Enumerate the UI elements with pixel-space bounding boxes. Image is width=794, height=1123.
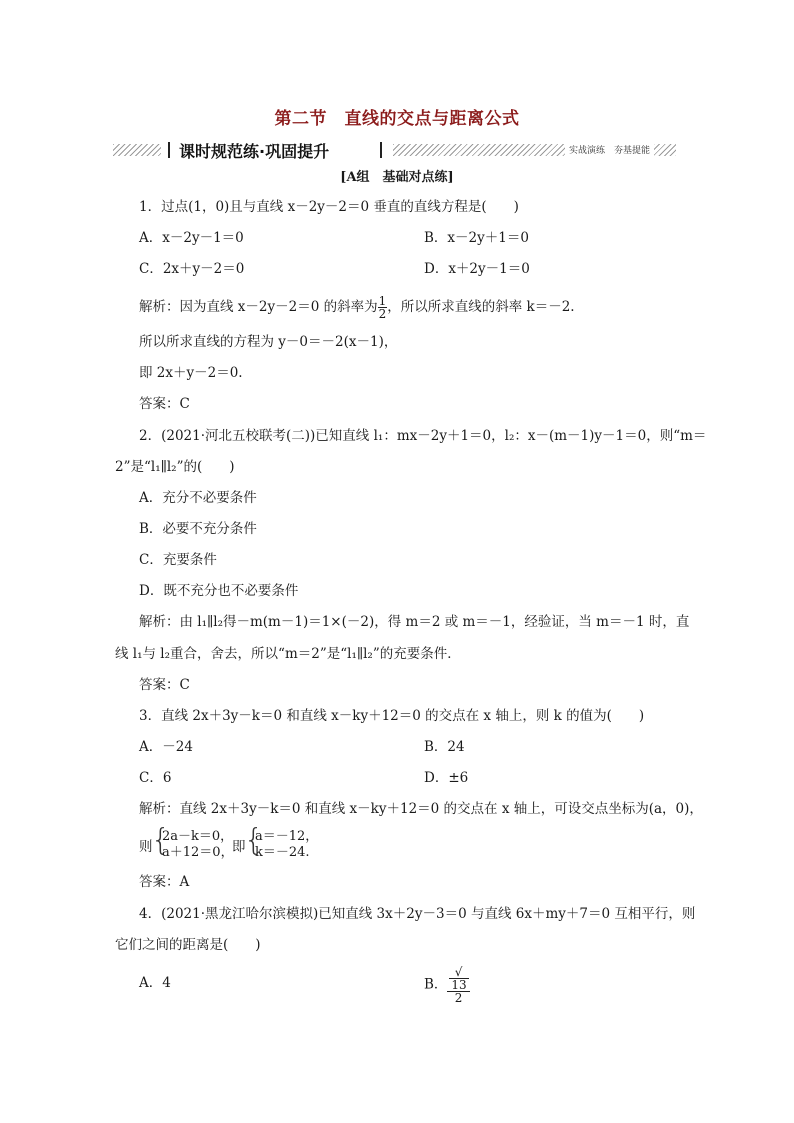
question-2-option-c: C．充要条件: [139, 552, 217, 568]
question-1-solution-line: 即 2x＋y－2＝0.: [139, 365, 243, 381]
question-1-answer: 答案：C: [139, 396, 190, 412]
question-4-option-a: A．4: [139, 975, 171, 991]
question-1-solution-line: 所以所求直线的方程为 y－0＝－2(x－1)，: [139, 334, 398, 350]
option-label: B．: [424, 976, 448, 993]
question-1-option-a: A．x－2y－1＝0: [139, 230, 244, 246]
question-2-stem-cont: 2”是“l₁∥l₂”的( ): [115, 459, 235, 475]
question-2-solution-line: 线 l₁与 l₂重合，舍去，所以“m＝2”是“l₁∥l₂”的充要条件．: [115, 646, 461, 662]
question-1-option-c: C．2x＋y－2＝0: [139, 261, 245, 277]
question-2-solution-line: 解析：由 l₁∥l₂得－m(m－1)＝1×(－2)，得 m＝2 或 m＝－1，经验证，当 m＝－1 时，直: [139, 614, 690, 630]
section-banner: [113, 139, 676, 161]
question-3-option-d: D．±6: [424, 770, 469, 786]
question-3-option-c: C．6: [139, 770, 172, 786]
question-1-stem: 1．过点(1，0)且与直线 x－2y－2＝0 垂直的直线方程是( ): [139, 199, 519, 215]
question-2-stem: 2．(2021·河北五校联考(二))已知直线 l₁：mx－2y＋1＝0，l₂：x－(m－1)y－1＝0，则“m＝: [139, 428, 707, 444]
banner-hatch-left: [113, 144, 161, 156]
fraction-numerator: 1: [378, 294, 387, 308]
question-3-option-a: A．－24: [139, 739, 193, 755]
solution-text: 则: [139, 839, 153, 855]
banner-tag: 实战演练 夯基提能: [565, 143, 654, 156]
left-brace: {: [244, 823, 264, 858]
radicand: 13: [451, 978, 467, 992]
left-brace: {: [151, 823, 171, 858]
solution-text: 即: [232, 839, 246, 855]
question-2-option-a: A．充分不必要条件: [139, 490, 257, 506]
fraction-denominator: 2: [454, 991, 463, 1005]
question-3-stem: 3．直线 2x＋3y－k＝0 和直线 x－ky＋12＝0 的交点在 x 轴上，则 k 的值为( ): [139, 708, 645, 724]
question-1-option-d: D．x＋2y－1＝0: [424, 261, 530, 277]
banner-heading: 课时规范练·巩固提升: [179, 142, 330, 161]
question-4-option-b: [424, 966, 470, 1004]
question-3-option-b: B．24: [424, 739, 465, 755]
equation-line: a＝－12，: [255, 829, 319, 844]
question-2-answer: 答案：C: [139, 677, 190, 693]
solution-text: 解析：因为直线 x－2y－2＝0 的斜率为: [139, 299, 378, 315]
question-2-option-d: D．既不充分也不必要条件: [139, 583, 299, 599]
equation-line: 2a－k＝0，: [162, 829, 234, 844]
question-1-solution-line: [139, 295, 575, 320]
banner-divider: [168, 142, 170, 158]
question-1-option-b: B．x－2y＋1＝0: [424, 230, 529, 246]
fraction: [447, 966, 469, 1004]
question-2-option-b: B．必要不充分条件: [139, 521, 257, 537]
question-4-stem: 4．(2021·黑龙江哈尔滨模拟)已知直线 3x＋2y－3＝0 与直线 6x＋my＋7＝0 互相平行，则: [139, 906, 696, 922]
section-title: 第二节 直线的交点与距离公式: [274, 109, 520, 129]
question-4-stem-cont: 它们之间的距离是( ): [115, 937, 261, 953]
solution-text: ，所以所求直线的斜率 k＝－2.: [387, 299, 575, 315]
equation-line: a＋12＝0，: [162, 845, 234, 860]
equation-line: k＝－24.: [255, 845, 310, 860]
fraction-denominator: 2: [378, 307, 387, 321]
fraction-numerator: √ 13: [447, 966, 469, 992]
group-heading: [A组 基础对点练]: [340, 170, 454, 185]
banner-divider: [380, 142, 382, 158]
question-3-answer: 答案：A: [139, 874, 190, 890]
question-3-solution-line: 解析：直线 2x＋3y－k＝0 和直线 x－ky＋12＝0 的交点在 x 轴上，可设交点坐标为(a，0)，: [139, 801, 703, 817]
fraction: [378, 295, 388, 320]
